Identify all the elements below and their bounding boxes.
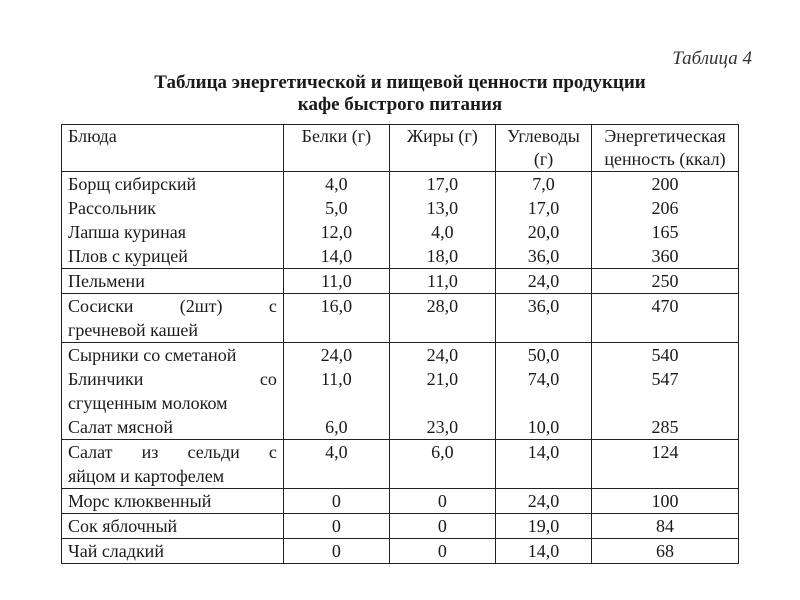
fat-value: 28,0 [389,294,495,319]
empty-cell [283,464,389,489]
table-row [62,415,739,440]
header-dish: Блюда [62,125,284,172]
energy-value: 68 [592,539,739,564]
empty-cell [592,318,739,343]
table-row [62,172,739,197]
fat-value: 21,0 [389,367,495,391]
empty-cell [283,318,389,343]
energy-value: 250 [592,269,739,294]
dish-name: Морс клюквенный [62,489,284,514]
protein-value: 14,0 [283,244,389,269]
table-row [62,269,739,294]
dish-name: Пельмени [62,269,284,294]
table-row [62,539,739,564]
energy-value: 206 [592,196,739,220]
protein-value: 6,0 [283,415,389,440]
energy-value: 124 [592,440,739,465]
fat-value: 6,0 [389,440,495,465]
dish-name: Салат мясной [62,415,284,440]
fat-value: 17,0 [389,172,495,197]
header-energy-line-1: Энергетическая [604,126,726,146]
energy-value: 285 [592,415,739,440]
dish-name-line-1: Сосиски (2шт) с [62,294,284,319]
protein-value: 0 [283,539,389,564]
energy-value: 547 [592,367,739,391]
carbs-value: 17,0 [495,196,591,220]
energy-value: 540 [592,343,739,368]
nutrition-table [61,124,739,564]
header-protein: Белки (г) [283,125,389,172]
table-row-continuation [62,391,739,415]
title-line-1: Таблица энергетической и пищевой ценности продукции [154,72,646,93]
dish-name-line-2: гречневой кашей [62,318,284,343]
protein-value: 11,0 [283,269,389,294]
header-carbs [495,125,591,172]
protein-value: 24,0 [283,343,389,368]
dish-name-line-1: Блинчики со [62,367,284,391]
protein-value: 0 [283,489,389,514]
carbs-value: 36,0 [495,294,591,319]
table-row [62,294,739,319]
title-line-2: кафе быстрого питания [297,94,503,115]
protein-value: 4,0 [283,440,389,465]
fat-value: 11,0 [389,269,495,294]
dish-name-line-2: яйцом и картофелем [62,464,284,489]
header-fat: Жиры (г) [389,125,495,172]
dish-name: Сок яблочный [62,514,284,539]
dish-name: Плов с курицей [62,244,284,269]
fat-value: 0 [389,489,495,514]
carbs-value: 24,0 [495,489,591,514]
dish-name: Чай сладкий [62,539,284,564]
carbs-value: 14,0 [495,539,591,564]
fat-value: 0 [389,514,495,539]
empty-cell [389,464,495,489]
empty-cell [283,391,389,415]
protein-value: 5,0 [283,196,389,220]
header-energy [592,125,739,172]
energy-value: 100 [592,489,739,514]
carbs-value: 24,0 [495,269,591,294]
carbs-value: 14,0 [495,440,591,465]
carbs-value: 50,0 [495,343,591,368]
energy-value: 470 [592,294,739,319]
carbs-value: 7,0 [495,172,591,197]
table-row [62,440,739,465]
fat-value: 4,0 [389,220,495,244]
energy-value: 360 [592,244,739,269]
header-carbs-line-1: Углеводы [507,126,580,146]
dish-name-line-1: Салат из сельди с [62,440,284,465]
table-row [62,367,739,391]
protein-value: 12,0 [283,220,389,244]
energy-value: 200 [592,172,739,197]
carbs-value: 74,0 [495,367,591,391]
protein-value: 11,0 [283,367,389,391]
carbs-value: 10,0 [495,415,591,440]
dish-name-line-2: сгущенным молоком [62,391,284,415]
empty-cell [592,464,739,489]
table-row [62,489,739,514]
empty-cell [495,391,591,415]
carbs-value: 20,0 [495,220,591,244]
table-row [62,220,739,244]
table-row-continuation [62,318,739,343]
fat-value: 23,0 [389,415,495,440]
fat-value: 18,0 [389,244,495,269]
dish-name: Борщ сибирский [62,172,284,197]
header-carbs-line-2: (г) [533,149,554,169]
table-title [0,72,800,116]
empty-cell [592,391,739,415]
table-row [62,196,739,220]
carbs-value: 36,0 [495,244,591,269]
empty-cell [495,318,591,343]
empty-cell [495,464,591,489]
protein-value: 16,0 [283,294,389,319]
dish-name: Рассольник [62,196,284,220]
table-row-continuation [62,464,739,489]
dish-name: Сырники со сметаной [62,343,284,368]
empty-cell [389,318,495,343]
table-row [62,343,739,368]
protein-value: 0 [283,514,389,539]
energy-value: 84 [592,514,739,539]
dish-name: Лапша куриная [62,220,284,244]
table-row [62,514,739,539]
empty-cell [389,391,495,415]
energy-value: 165 [592,220,739,244]
header-row [62,125,739,172]
protein-value: 4,0 [283,172,389,197]
fat-value: 13,0 [389,196,495,220]
header-energy-line-2: ценность (ккал) [604,149,726,169]
fat-value: 24,0 [389,343,495,368]
table-caption: Таблица 4 [672,48,752,69]
fat-value: 0 [389,539,495,564]
table-row [62,244,739,269]
carbs-value: 19,0 [495,514,591,539]
